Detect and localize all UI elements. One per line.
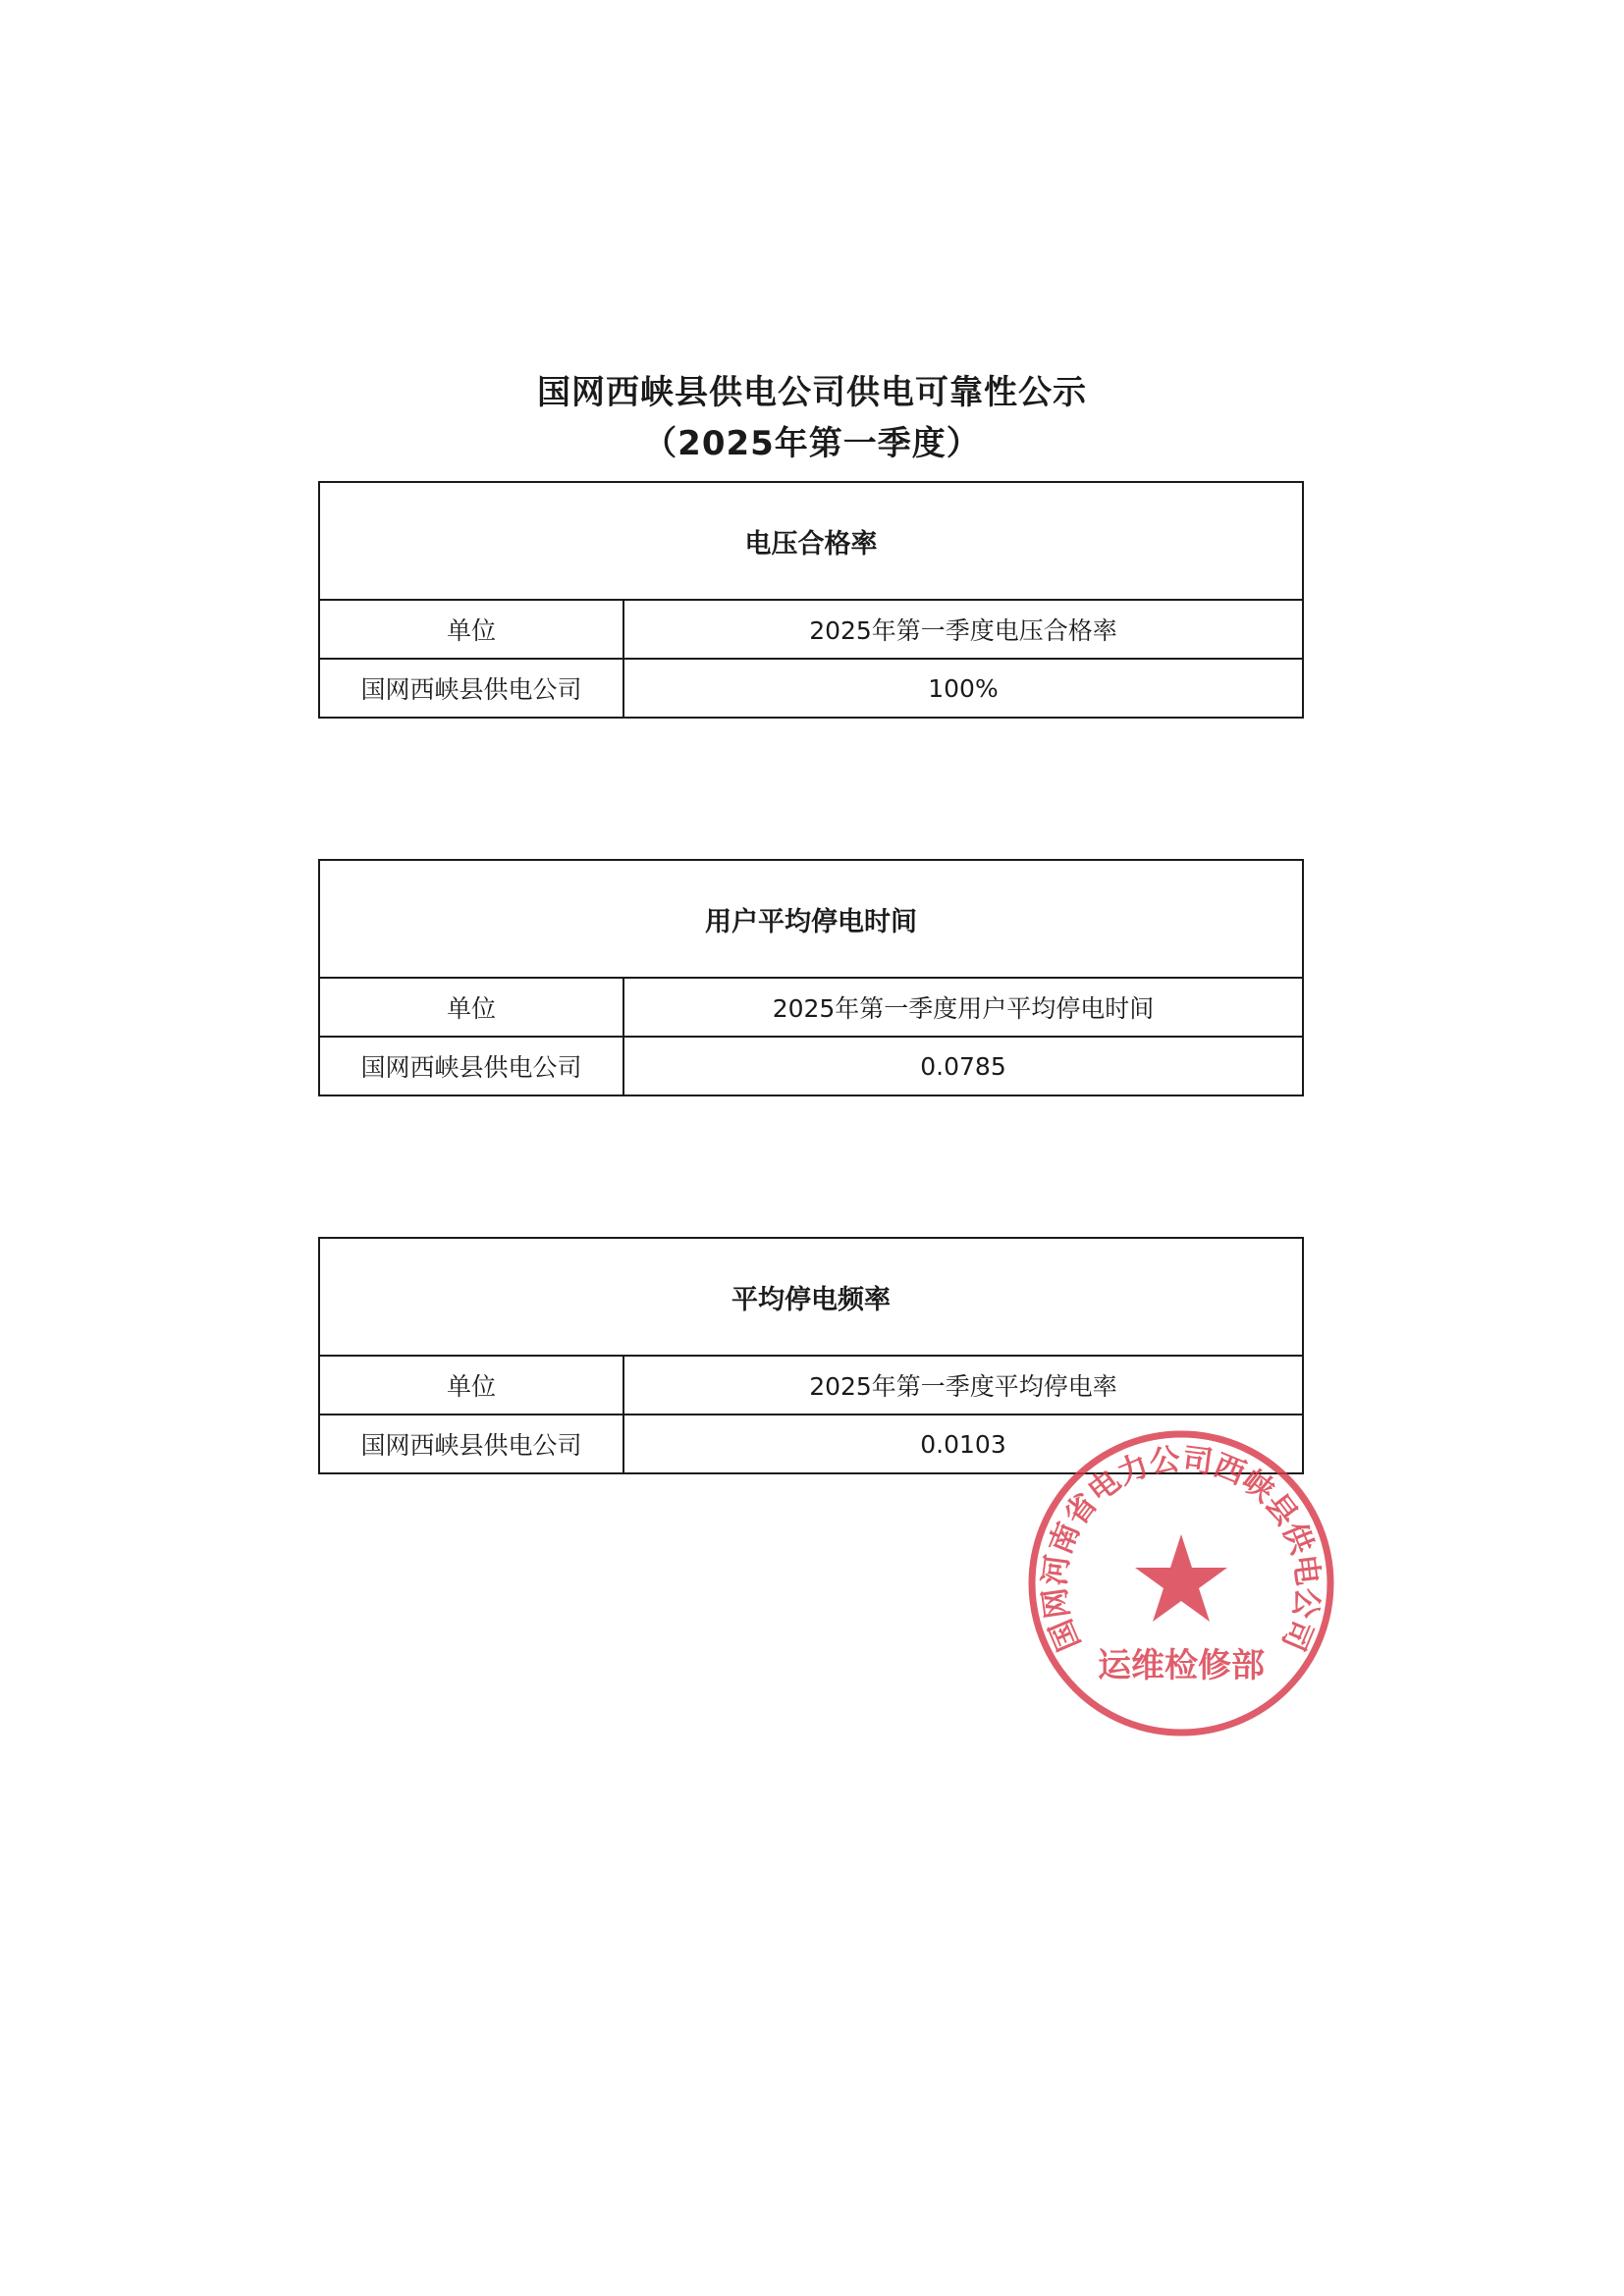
row-unit-name: 国网西峡县供电公司: [319, 659, 623, 718]
column-header-unit: 单位: [319, 1356, 623, 1415]
table-heading: 用户平均停电时间: [319, 860, 1303, 978]
row-metric-value: 0.0103: [623, 1415, 1303, 1473]
seal-ring-text: 国网河南省电力公司西峡县供电公司: [1037, 1441, 1326, 1656]
table-heading: 平均停电频率: [319, 1238, 1303, 1356]
row-metric-value: 100%: [623, 659, 1303, 718]
average-outage-time-table: [318, 859, 1304, 1096]
column-header-metric: 2025年第一季度用户平均停电时间: [623, 978, 1303, 1037]
table-heading: 电压合格率: [319, 482, 1303, 600]
row-unit-name: 国网西峡县供电公司: [319, 1037, 623, 1095]
row-metric-value: 0.0785: [623, 1037, 1303, 1095]
column-header-unit: 单位: [319, 978, 623, 1037]
voltage-qualification-table: [318, 481, 1304, 719]
seal-center-text: 运维检修部: [1098, 1646, 1265, 1685]
column-header-metric: 2025年第一季度平均停电率: [623, 1356, 1303, 1415]
column-header-metric: 2025年第一季度电压合格率: [623, 600, 1303, 659]
company-seal-stamp: [1024, 1426, 1338, 1740]
seal-star-icon: [1135, 1534, 1227, 1622]
row-unit-name: 国网西峡县供电公司: [319, 1415, 623, 1473]
column-header-unit: 单位: [319, 600, 623, 659]
page-subtitle: （2025年第一季度）: [643, 424, 981, 463]
page-title: 国网西峡县供电公司供电可靠性公示: [537, 373, 1087, 412]
